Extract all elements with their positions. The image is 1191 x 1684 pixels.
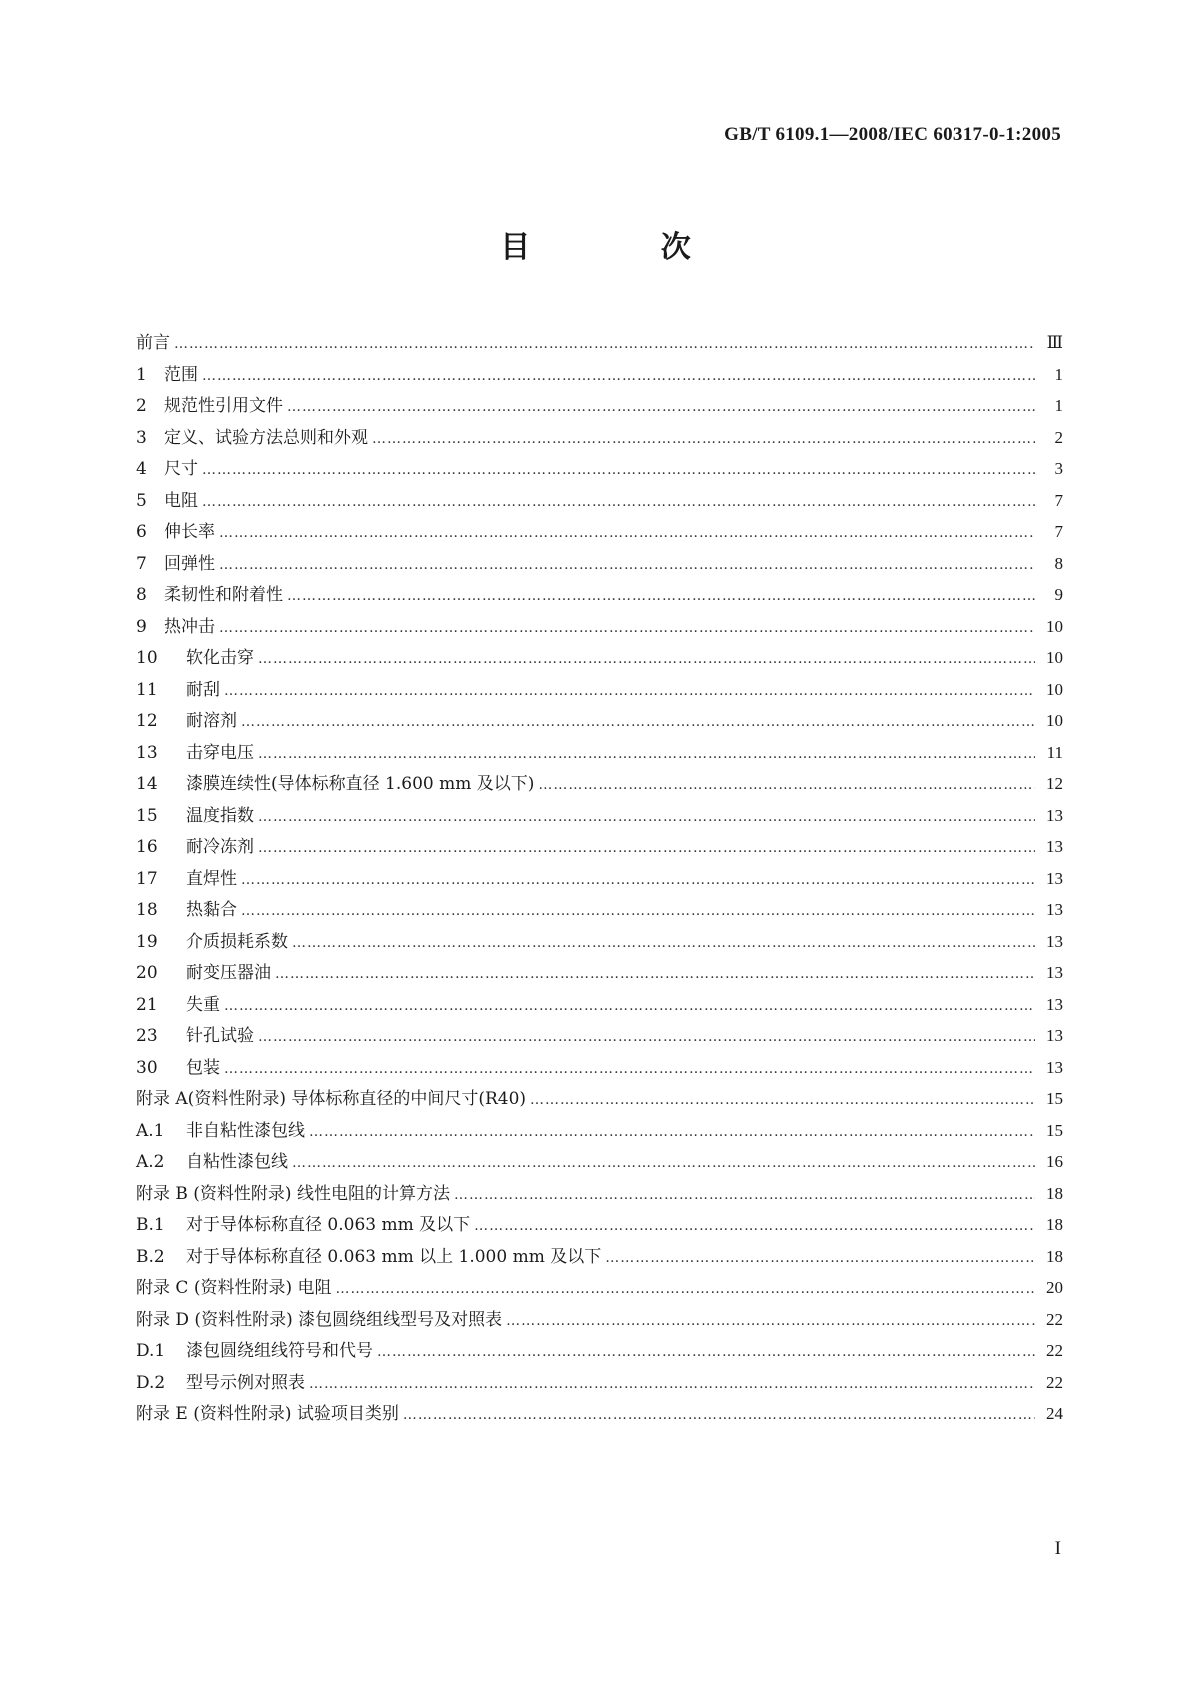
toc-leader-dots bbox=[605, 1250, 1035, 1266]
toc-entry-label bbox=[136, 1021, 258, 1046]
toc-entry-page: 22 bbox=[1046, 1341, 1063, 1360]
toc-entry[interactable] bbox=[136, 832, 1063, 864]
toc-entry-page: 18 bbox=[1046, 1215, 1063, 1234]
toc-entry-page: 1 bbox=[1054, 396, 1063, 415]
toc-entry[interactable] bbox=[136, 801, 1063, 833]
toc-entry-label bbox=[136, 675, 224, 700]
toc-entry-label bbox=[136, 1399, 403, 1424]
toc-entry-label bbox=[136, 643, 258, 668]
toc-entry-label bbox=[136, 990, 224, 1015]
toc-entry-page: 24 bbox=[1046, 1404, 1063, 1423]
toc-leader-dots bbox=[292, 1155, 1035, 1171]
toc-entry-label bbox=[136, 864, 241, 889]
toc-entry-label bbox=[136, 1210, 474, 1235]
toc-entry[interactable] bbox=[136, 1336, 1063, 1368]
toc-entry-text: 软化击穿 bbox=[186, 648, 254, 668]
toc-entry-page: 22 bbox=[1046, 1309, 1063, 1329]
toc-entry-text: 型号示例对照表 bbox=[186, 1372, 305, 1393]
toc-entry-text: 非自粘性漆包线 bbox=[186, 1120, 305, 1141]
toc-entry-text: 范围 bbox=[164, 364, 198, 385]
toc-entry-label bbox=[136, 517, 219, 542]
toc-entry-text: 失重 bbox=[186, 994, 220, 1015]
toc-entry-page: 7 bbox=[1054, 490, 1063, 510]
toc-leader-dots bbox=[258, 809, 1035, 825]
toc-leader-dots bbox=[403, 1407, 1035, 1423]
toc-entry-number: 14 bbox=[136, 774, 158, 794]
toc-entry-page: 13 bbox=[1046, 900, 1063, 919]
toc-entry-text: 包装 bbox=[186, 1057, 220, 1078]
toc-entry-label bbox=[136, 423, 372, 448]
toc-entry[interactable] bbox=[136, 486, 1063, 518]
toc-entry-label bbox=[136, 328, 174, 353]
toc-entry-page: 8 bbox=[1054, 553, 1063, 573]
toc-leader-dots bbox=[309, 1124, 1035, 1140]
toc-entry-text: 热黏合 bbox=[186, 900, 237, 920]
toc-entry-label bbox=[136, 706, 241, 731]
toc-leader-dots bbox=[292, 935, 1035, 951]
toc-entry-label bbox=[136, 1368, 309, 1393]
toc-entry-text: 耐变压器油 bbox=[186, 963, 271, 983]
toc-entry[interactable] bbox=[136, 706, 1063, 738]
toc-entry-label bbox=[136, 486, 202, 511]
toc-entry-number: 30 bbox=[136, 1057, 158, 1078]
toc-entry-text: 击穿电压 bbox=[186, 742, 254, 763]
toc-entry-label bbox=[136, 738, 258, 763]
toc-entry-number: 13 bbox=[136, 742, 158, 763]
toc-entry-page: 13 bbox=[1046, 805, 1063, 825]
toc-entry-label bbox=[136, 391, 287, 416]
toc-leader-dots bbox=[258, 746, 1035, 762]
toc-leader-dots bbox=[258, 840, 1035, 856]
toc-entry-text: 定义、试验方法总则和外观 bbox=[164, 427, 368, 448]
toc-entry-text: 漆包圆绕组线符号和代号 bbox=[186, 1341, 373, 1361]
page-number: I bbox=[1054, 1538, 1061, 1559]
toc-entry-page: 15 bbox=[1046, 1120, 1063, 1140]
toc-entry-page: 10 bbox=[1046, 679, 1063, 699]
toc-entry-number: 23 bbox=[136, 1026, 158, 1046]
toc-leader-dots bbox=[287, 588, 1035, 604]
toc-entry-page: 18 bbox=[1046, 1183, 1063, 1203]
toc-entry-label bbox=[136, 1084, 530, 1109]
toc-entry-label bbox=[136, 580, 287, 605]
table-of-contents bbox=[136, 328, 1063, 1431]
toc-entry[interactable] bbox=[136, 1305, 1063, 1337]
toc-entry-label bbox=[136, 549, 219, 574]
toc-entry-page: 1 bbox=[1054, 364, 1063, 384]
toc-leader-dots bbox=[241, 903, 1035, 919]
toc-entry[interactable] bbox=[136, 1147, 1063, 1179]
toc-entry-page: 10 bbox=[1046, 648, 1063, 667]
toc-entry-label bbox=[136, 801, 258, 826]
toc-entry[interactable] bbox=[136, 643, 1063, 675]
toc-entry-number: B.1 bbox=[136, 1215, 165, 1235]
toc-entry-text: 附录 E (资料性附录) 试验项目类别 bbox=[136, 1404, 399, 1424]
toc-entry-label bbox=[136, 769, 538, 794]
toc-entry-number: 2 bbox=[136, 396, 147, 416]
toc-entry-text: 耐刮 bbox=[186, 679, 220, 700]
toc-leader-dots bbox=[174, 336, 1035, 352]
toc-entry-text: 直焊性 bbox=[186, 868, 237, 889]
toc-entry-label bbox=[136, 832, 258, 857]
toc-leader-dots bbox=[530, 1092, 1035, 1108]
toc-entry-number: 8 bbox=[136, 585, 147, 605]
toc-entry-text: 附录 A(资料性附录) 导体标称直径的中间尺寸(R40) bbox=[136, 1089, 527, 1109]
toc-leader-dots bbox=[454, 1187, 1035, 1203]
toc-entry-page: 12 bbox=[1046, 774, 1063, 793]
toc-entry[interactable] bbox=[136, 1084, 1063, 1116]
toc-entry-page: 11 bbox=[1046, 742, 1063, 762]
toc-entry-number: 9 bbox=[136, 616, 147, 637]
toc-entry[interactable] bbox=[136, 990, 1063, 1022]
toc-entry-number: 16 bbox=[136, 837, 158, 857]
toc-entry-label bbox=[136, 1336, 377, 1361]
toc-leader-dots bbox=[335, 1281, 1035, 1297]
toc-entry[interactable] bbox=[136, 612, 1063, 644]
toc-entry-label bbox=[136, 360, 202, 385]
toc-entry-text: 附录 C (资料性附录) 电阻 bbox=[136, 1278, 332, 1298]
toc-leader-dots bbox=[474, 1218, 1035, 1234]
toc-entry-text: 伸长率 bbox=[164, 522, 215, 542]
toc-entry-page: 15 bbox=[1046, 1089, 1063, 1108]
toc-entry-number: 18 bbox=[136, 900, 158, 920]
toc-entry-page: 13 bbox=[1046, 1026, 1063, 1045]
toc-entry-number: 7 bbox=[136, 553, 147, 574]
toc-entry-text: 漆膜连续性(导体标称直径 1.600 mm 及以下) bbox=[186, 774, 535, 794]
toc-entry[interactable] bbox=[136, 1116, 1063, 1148]
toc-entry-page: 10 bbox=[1046, 616, 1063, 636]
toc-entry-text: 尺寸 bbox=[164, 459, 198, 479]
toc-leader-dots bbox=[372, 431, 1035, 447]
toc-entry-text: 对于导体标称直径 0.063 mm 及以下 bbox=[186, 1215, 471, 1235]
toc-entry-text: 热冲击 bbox=[164, 616, 215, 637]
toc-leader-dots bbox=[202, 462, 1035, 478]
toc-entry-text: 电阻 bbox=[164, 490, 198, 511]
toc-leader-dots bbox=[309, 1376, 1035, 1392]
toc-leader-dots bbox=[538, 777, 1035, 793]
toc-entry-label bbox=[136, 1053, 224, 1078]
toc-entry[interactable] bbox=[136, 864, 1063, 896]
toc-entry-text: 对于导体标称直径 0.063 mm 以上 1.000 mm 及以下 bbox=[186, 1246, 602, 1267]
toc-entry-label bbox=[136, 612, 219, 637]
toc-entry-page: 22 bbox=[1046, 1372, 1063, 1392]
toc-entry[interactable] bbox=[136, 517, 1063, 549]
toc-entry-label bbox=[136, 958, 275, 983]
toc-leader-dots bbox=[202, 368, 1035, 384]
toc-entry-page: 13 bbox=[1046, 868, 1063, 888]
toc-entry-page: 3 bbox=[1054, 459, 1063, 478]
toc-entry[interactable] bbox=[136, 958, 1063, 990]
toc-entry-text: 回弹性 bbox=[164, 553, 215, 574]
toc-entry[interactable] bbox=[136, 391, 1063, 423]
toc-leader-dots bbox=[258, 651, 1035, 667]
toc-entry-page: 13 bbox=[1046, 994, 1063, 1014]
toc-entry[interactable] bbox=[136, 1021, 1063, 1053]
toc-leader-dots bbox=[506, 1313, 1035, 1329]
toc-entry-page: 13 bbox=[1046, 837, 1063, 856]
toc-entry-page: 13 bbox=[1046, 1057, 1063, 1077]
toc-leader-dots bbox=[241, 872, 1035, 888]
toc-entry-number: 3 bbox=[136, 427, 147, 448]
toc-entry-page: 16 bbox=[1046, 1152, 1063, 1171]
toc-entry-number: 11 bbox=[136, 679, 158, 700]
toc-leader-dots bbox=[258, 1029, 1035, 1045]
toc-entry-label bbox=[136, 895, 241, 920]
page-title: 目 次 bbox=[500, 230, 751, 265]
toc-entry-label bbox=[136, 1179, 454, 1204]
toc-entry-number: 17 bbox=[136, 868, 158, 889]
toc-entry[interactable] bbox=[136, 360, 1063, 392]
toc-entry-page: 13 bbox=[1046, 963, 1063, 982]
toc-entry-number: 15 bbox=[136, 805, 158, 826]
toc-entry[interactable] bbox=[136, 423, 1063, 455]
toc-entry-number: 10 bbox=[136, 648, 158, 668]
toc-leader-dots bbox=[241, 714, 1035, 730]
toc-entry[interactable] bbox=[136, 769, 1063, 801]
toc-entry-text: 附录 B (资料性附录) 线性电阻的计算方法 bbox=[136, 1183, 450, 1204]
toc-entry[interactable] bbox=[136, 454, 1063, 486]
toc-entry[interactable] bbox=[136, 580, 1063, 612]
toc-entry-number: A.1 bbox=[136, 1120, 165, 1141]
toc-entry-label bbox=[136, 1305, 506, 1330]
toc-entry[interactable] bbox=[136, 1273, 1063, 1305]
toc-leader-dots bbox=[219, 620, 1035, 636]
toc-entry-number: D.1 bbox=[136, 1341, 166, 1361]
toc-entry-number: B.2 bbox=[136, 1246, 165, 1267]
toc-entry[interactable] bbox=[136, 1242, 1063, 1274]
toc-entry-text: 耐冷冻剂 bbox=[186, 837, 254, 857]
toc-leader-dots bbox=[219, 557, 1035, 573]
toc-entry-text: 柔韧性和附着性 bbox=[164, 585, 283, 605]
toc-entry[interactable] bbox=[136, 927, 1063, 959]
toc-entry-number: 19 bbox=[136, 931, 158, 952]
toc-entry-text: 温度指数 bbox=[186, 805, 254, 826]
toc-entry-number: 5 bbox=[136, 490, 147, 511]
toc-leader-dots bbox=[287, 399, 1035, 415]
toc-entry[interactable] bbox=[136, 1368, 1063, 1400]
toc-entry-page: 9 bbox=[1054, 585, 1063, 604]
toc-entry-page: 7 bbox=[1054, 522, 1063, 541]
toc-entry[interactable] bbox=[136, 895, 1063, 927]
toc-entry[interactable] bbox=[136, 1210, 1063, 1242]
toc-entry-page: 13 bbox=[1046, 931, 1063, 951]
toc-entry-number: 21 bbox=[136, 994, 158, 1015]
toc-entry-label bbox=[136, 927, 292, 952]
toc-entry-page: Ⅲ bbox=[1046, 333, 1063, 352]
toc-entry-text: 介质损耗系数 bbox=[186, 931, 288, 952]
toc-entry-number: 12 bbox=[136, 711, 158, 731]
toc-entry-page: 10 bbox=[1046, 711, 1063, 730]
toc-entry-text: 附录 D (资料性附录) 漆包圆绕组线型号及对照表 bbox=[136, 1309, 503, 1330]
toc-entry-number: 4 bbox=[136, 459, 147, 479]
toc-leader-dots bbox=[275, 966, 1035, 982]
toc-leader-dots bbox=[219, 525, 1035, 541]
toc-leader-dots bbox=[202, 494, 1035, 510]
toc-entry-label bbox=[136, 1147, 292, 1172]
standard-code: GB/T 6109.1—2008/IEC 60317-0-1:2005 bbox=[724, 124, 1061, 145]
toc-entry-page: 20 bbox=[1046, 1278, 1063, 1297]
toc-entry-text: 规范性引用文件 bbox=[164, 396, 283, 416]
toc-entry-label bbox=[136, 454, 202, 479]
toc-entry[interactable] bbox=[136, 1399, 1063, 1431]
toc-entry-text: 针孔试验 bbox=[186, 1026, 254, 1046]
toc-entry-page: 18 bbox=[1046, 1246, 1063, 1266]
toc-leader-dots bbox=[377, 1344, 1035, 1360]
toc-entry-number: 20 bbox=[136, 963, 158, 983]
toc-entry-label bbox=[136, 1116, 309, 1141]
toc-entry[interactable] bbox=[136, 675, 1063, 707]
toc-entry-page: 2 bbox=[1054, 427, 1063, 447]
toc-entry-number: 1 bbox=[136, 364, 147, 385]
toc-entry-text: 前言 bbox=[136, 333, 170, 353]
toc-entry-number: D.2 bbox=[136, 1372, 166, 1393]
toc-entry[interactable] bbox=[136, 1053, 1063, 1085]
toc-entry[interactable] bbox=[136, 738, 1063, 770]
toc-entry-number: 6 bbox=[136, 522, 147, 542]
toc-leader-dots bbox=[224, 998, 1035, 1014]
toc-leader-dots bbox=[224, 683, 1035, 699]
toc-entry[interactable] bbox=[136, 549, 1063, 581]
toc-entry-label bbox=[136, 1242, 605, 1267]
toc-entry[interactable] bbox=[136, 1179, 1063, 1211]
toc-entry-label bbox=[136, 1273, 335, 1298]
toc-entry[interactable] bbox=[136, 328, 1063, 360]
toc-leader-dots bbox=[224, 1061, 1035, 1077]
toc-entry-text: 自粘性漆包线 bbox=[186, 1152, 288, 1172]
toc-entry-number: A.2 bbox=[136, 1152, 165, 1172]
toc-entry-text: 耐溶剂 bbox=[186, 711, 237, 731]
